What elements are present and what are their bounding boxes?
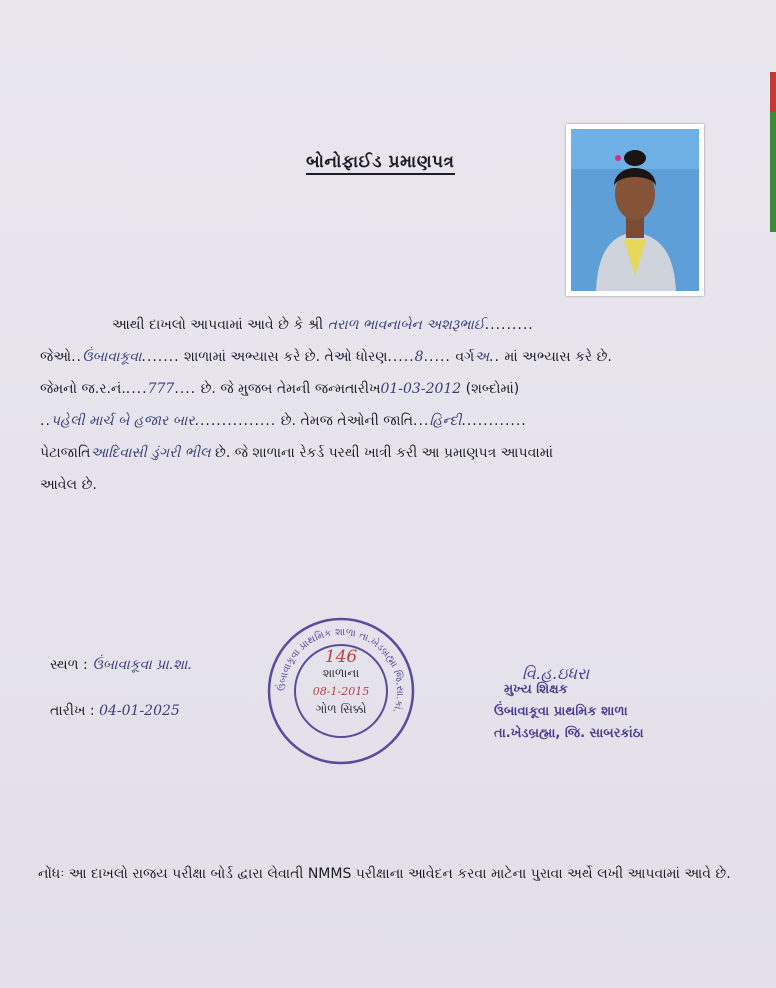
seal-number: 146 [324,647,358,667]
seal-center-line2: ગોળ સિક્કો [315,702,367,716]
date-value: 04-01-2025 [99,703,180,719]
signature-address: તા.ખેડબ્રહ્મા, જિ. સાબરકાંઠા [494,726,644,741]
paragraph-line-5: પેટાજાતિઆદિવાસી ડુંગરી ભીલ છે. જે શાળાના રેકર્ડ પરથી ખાત્રી કરી આ પ્રમાણપત્ર આપવામાં [40,445,554,461]
paragraph-line-4: ..પહેલી માર્ચ બે હજાર બાર............... છે. તેમજ તેઓની જાતિ...હિન્દી............ [40,413,527,429]
signature-title: મુખ્ય શિક્ષક [504,682,568,697]
seal-ring-text: ઉંબાવાકૂવા પ્રાથમિક શાળા તા.ખેડબ્રહ્મા જિ.સા.કાં. [276,626,406,715]
paragraph-line-1: આથી દાખલો આપવામાં આવે છે કે શ્રી તરાળ ભાવનાબેન અશરૂભાઈ......... [112,317,534,333]
division-value: અ [474,349,490,365]
document-title: બોનોફાઈડ પ્રમાણપત્ર [306,152,455,175]
seal-center-line1: શાળાના [322,666,360,680]
birth-date-words: પહેલી માર્ચ બે હજાર બાર [50,413,195,429]
background-edge [770,72,776,112]
place-row: સ્થળ : ઉંબાવાકૂવા પ્રા.શા. [50,657,192,673]
background-edge [770,112,776,232]
school-name: ઉંબાવાકૂવા [81,349,142,365]
student-photo [566,124,704,296]
seal-date: 08-1-2015 [312,685,370,698]
date-row: તારીખ : 04-01-2025 [50,703,180,719]
student-name: તરાળ ભાવનાબેન અશરૂભાઈ [327,317,485,333]
birth-date: 01-03-2012 [380,381,462,397]
subcaste-value: આદિવાસી ડુંગરી ભીલ [90,445,211,461]
caste-value: હિન્દી [429,413,462,429]
gr-number: 777 [147,381,175,397]
signature-school: ઉંબાવાકૂવા પ્રાથમિક શાળા [494,704,628,719]
paragraph-line-3: જેમનો જ.ર.નં.....777.... છે. જે મુજબ તેમની જન્મતારીખ01-03-2012 (શબ્દોમાં) [40,381,520,397]
place-value: ઉંબાવાકૂવા પ્રા.શા. [92,657,192,673]
paragraph-line-2: જેઓ..ઉંબાવાકૂવા....... શાળામાં અભ્યાસ કરે છે. તેઓ ધોરણ.....8..... વર્ગઅ.. માં અભ્યાસ કરે છે. [40,349,612,365]
school-seal [266,616,416,766]
paragraph-line-6: આવેલ છે. [40,477,97,493]
signature-name: વિ.હ.ઇધરા [522,664,590,683]
footnote: નોંધઃ આ દાખલો રાજય પરીક્ષા બોર્ડ દ્વારા લેવાતી NMMS પરીક્ષાના આવેદન કરવા માટેના પુરાવા અર્થે લખી આપવામાં આવે છે. [38,866,731,882]
standard-value: 8 [414,349,424,365]
